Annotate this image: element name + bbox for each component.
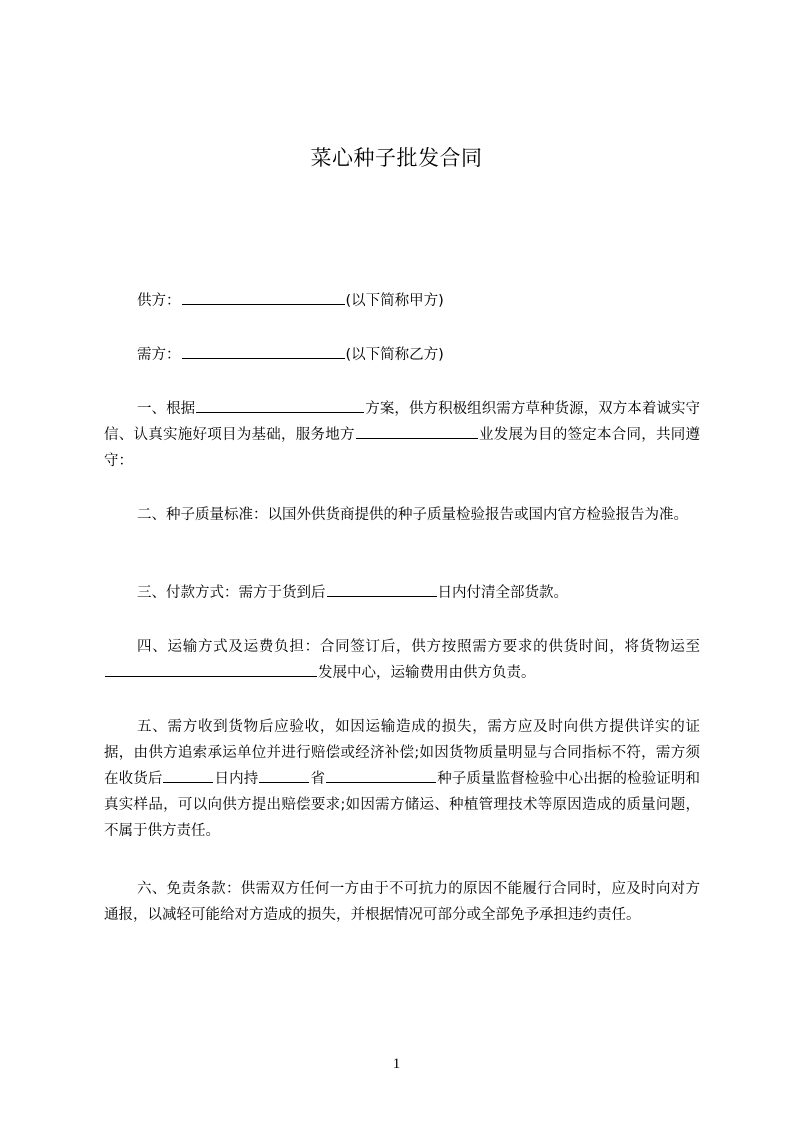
clause-4-text-b: 发展中心，运输费用由供方负责。 [318, 665, 536, 681]
buyer-name-blank [182, 342, 345, 359]
clause-5-text-d: 种子质量监督检验中心出据的检验证明和真实样品，可以向供方提出赔偿要求;如因需方储运、种植管理技术等原因造成的质量问题，不属于供方责任。 [104, 771, 701, 839]
supplier-name-blank [182, 288, 345, 305]
payment-days-blank [327, 580, 437, 597]
clause-3 [104, 580, 700, 606]
clause-1 [104, 396, 700, 474]
destination-blank [105, 660, 317, 677]
clause-5-text-c: 省 [310, 771, 326, 787]
clause-3-text-a: 三、付款方式：需方于货到后 [137, 585, 326, 601]
supplier-label: 供方： [137, 293, 181, 309]
clause-2: 二、种子质量标准：以国外供货商提供的种子质量检验报告或国内官方检验报告为准。 [137, 507, 688, 523]
clause-4-text-a: 四、运输方式及运费负担：合同签订后，供方按照需方要求的供货时间，将货物运至 [137, 639, 700, 655]
clause-3-text-b: 日内付清全部货款。 [437, 585, 568, 601]
inspection-days-blank [163, 766, 213, 783]
clause-1-text-b: 方案，供方积极组织需方草种货源，双方本着诚实守信、认真实施好项目为基础，服务地方 [104, 401, 701, 443]
plan-name-blank [196, 396, 364, 413]
buyer-suffix: (以下简称乙方) [345, 347, 444, 363]
page-number: 1 [392, 1056, 401, 1072]
supplier-suffix: (以下简称甲方) [345, 293, 444, 309]
clause-6: 六、免责条款：供需双方任何一方由于不可抗力的原因不能履行合同时，应及时向对方通报，以减轻可能给对方造成的损失，并根据情况可部分或全部免予承担违约责任。 [104, 881, 700, 923]
industry-blank [356, 422, 478, 439]
clause-4 [104, 634, 700, 686]
clause-5-text-b: 日内持 [214, 771, 259, 787]
inspection-center-blank [326, 766, 436, 783]
clause-1-text-a: 一、根据 [137, 401, 196, 417]
clause-5-text-a: 五、需方收到货物后应验收，如因运输造成的损失，需方应及时向供方提供详实的证据，由供方追索承运单位并进行赔偿或经济补偿;如因货物质量明显与合同指标不符，需方须在收货后 [104, 719, 700, 787]
buyer-line [104, 342, 700, 368]
province-blank [259, 766, 309, 783]
clause-5 [104, 714, 700, 844]
clause-1-text-c: 业发展为目的签定本合同，共同遵守： [104, 427, 700, 469]
document-title: 菜心种子批发合同 [310, 146, 483, 170]
buyer-label: 需方： [137, 347, 181, 363]
supplier-line [104, 288, 700, 314]
